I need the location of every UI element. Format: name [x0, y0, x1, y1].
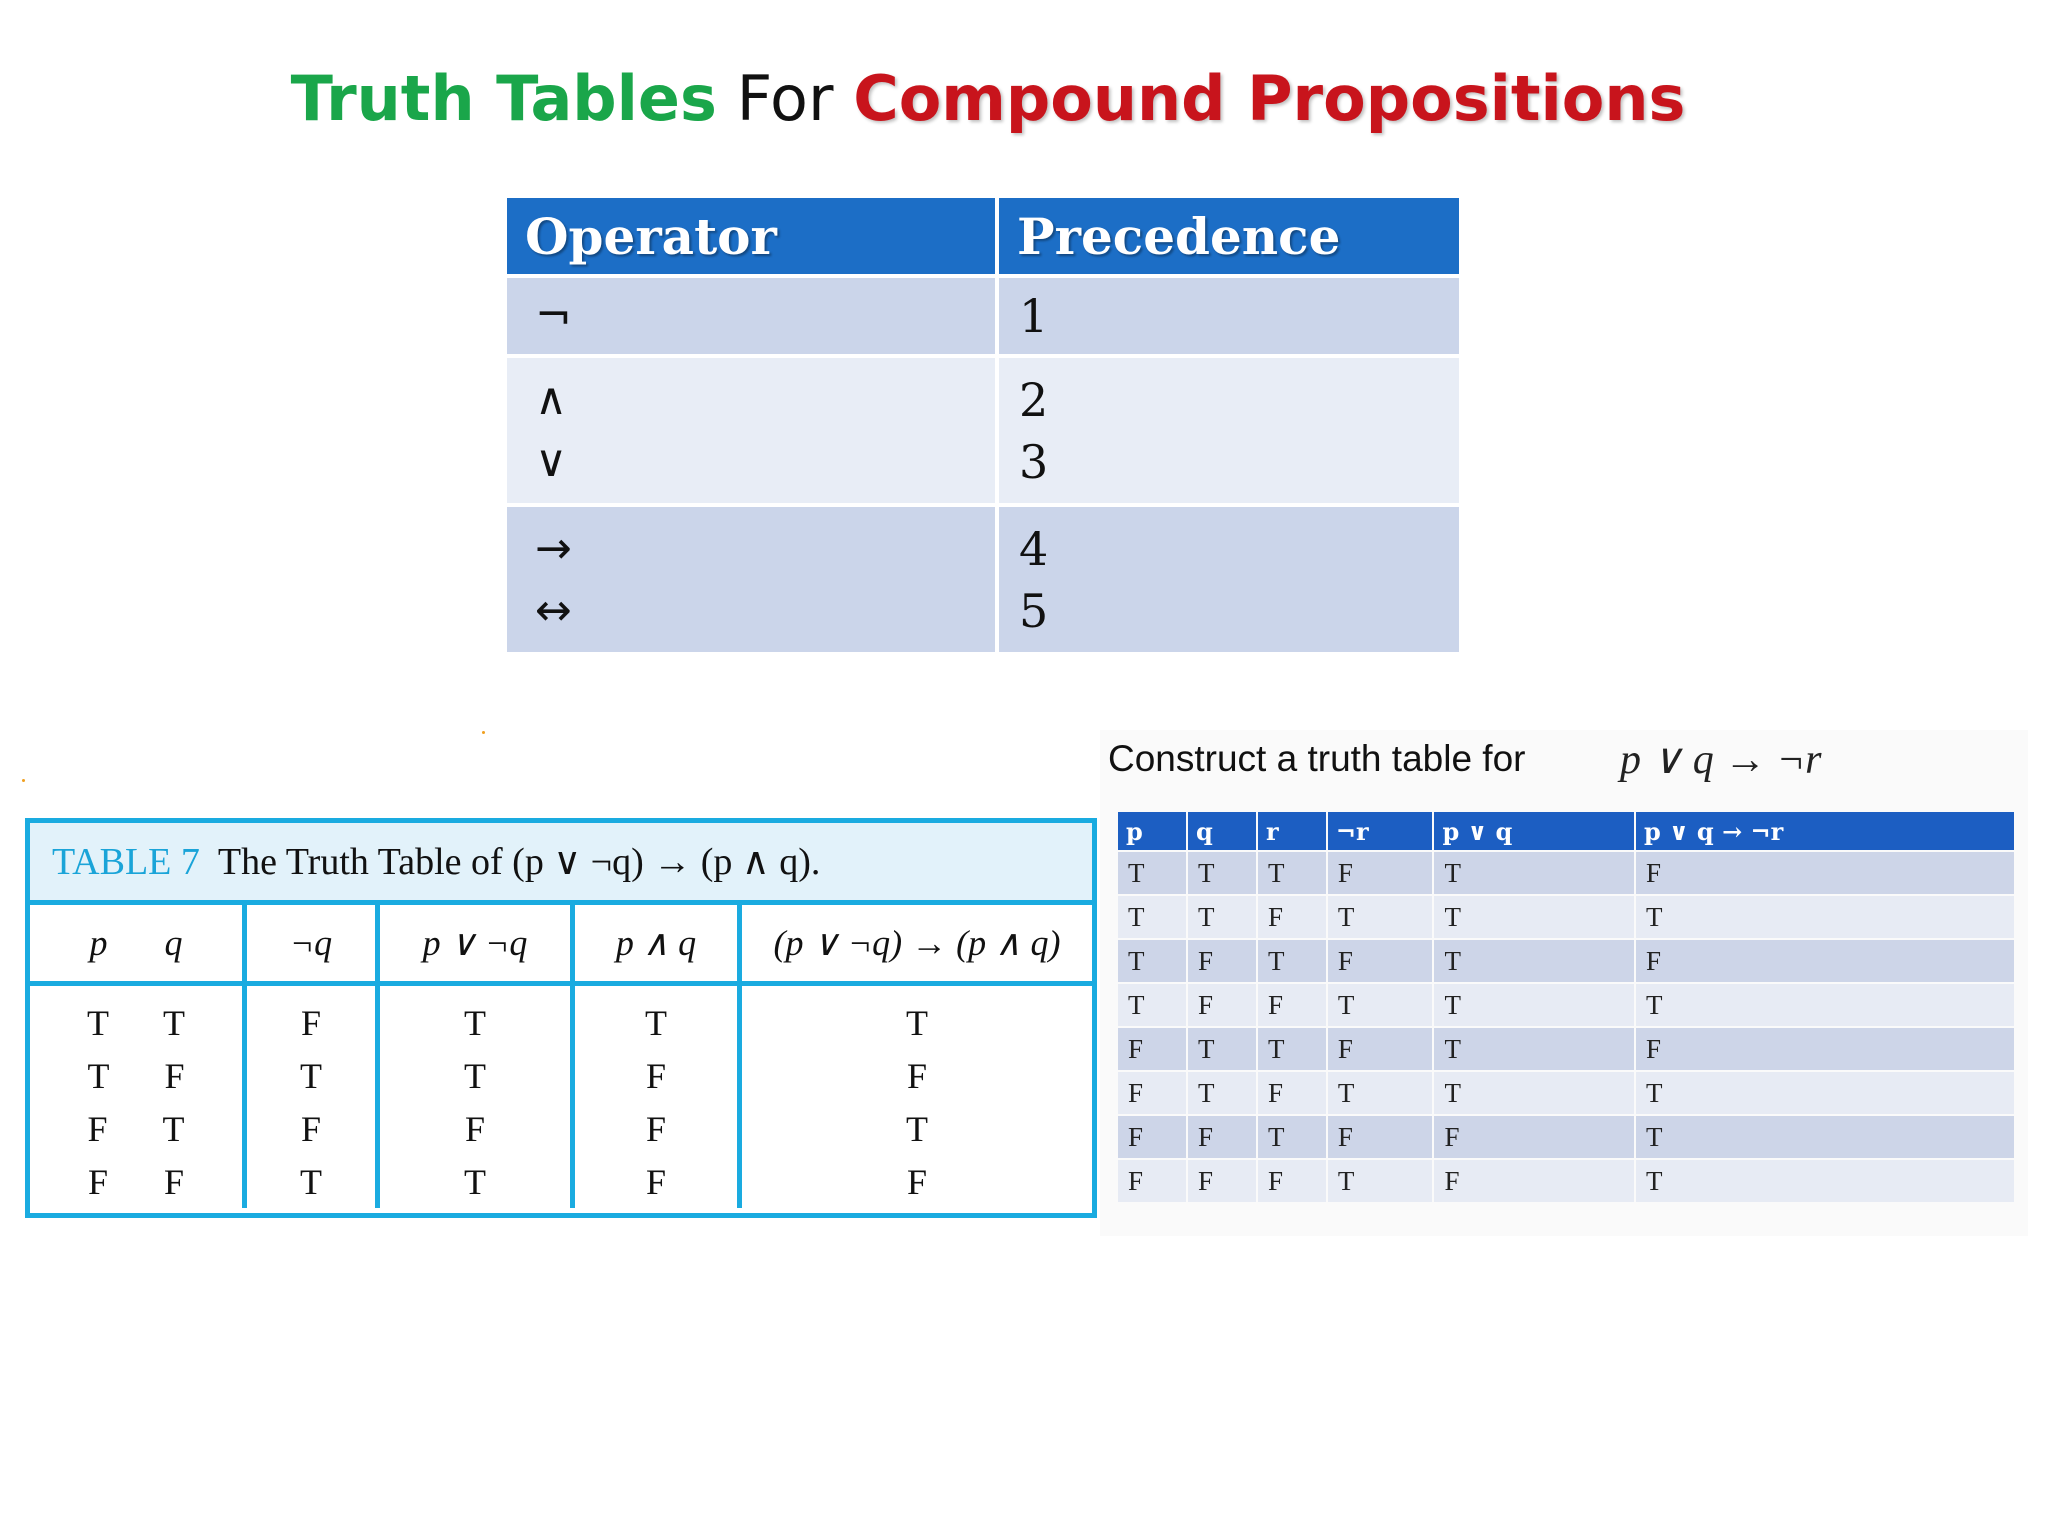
- construct-cell: T: [1636, 1072, 2014, 1114]
- construct-cell: F: [1258, 984, 1326, 1026]
- table7-title: The Truth Table of (p ∨ ¬q) → (p ∧ q).: [217, 841, 821, 883]
- table-row: [30, 984, 1092, 1050]
- table-row: [1118, 852, 2014, 894]
- operator-cell: [507, 278, 995, 354]
- table7-cell-pq: [30, 1155, 245, 1208]
- operator-cell: [507, 358, 995, 503]
- precedence-value: 2: [1019, 372, 1049, 427]
- construct-cell: F: [1188, 1116, 1256, 1158]
- title-part-1: Truth Tables: [290, 62, 717, 135]
- operator-symbol: →: [535, 522, 572, 574]
- table7-cell: T: [573, 984, 740, 1050]
- table7-header: p ∨ ¬q: [378, 905, 573, 984]
- construct-cell: F: [1188, 1160, 1256, 1202]
- construct-cell: F: [1118, 1160, 1186, 1202]
- table-row: [1118, 1116, 2014, 1158]
- construct-cell: T: [1434, 984, 1633, 1026]
- construct-cell: T: [1188, 1028, 1256, 1070]
- table7-header: (p ∨ ¬q) → (p ∧ q): [740, 905, 1093, 984]
- title-part-2: For: [716, 62, 854, 135]
- table7-cell: F: [245, 984, 378, 1050]
- table7-header: p ∧ q: [573, 905, 740, 984]
- table7-cell: F: [573, 1155, 740, 1208]
- precedence-value: 4: [1019, 521, 1049, 576]
- table7-cell: F: [573, 1102, 740, 1155]
- table7-cell: T: [378, 1049, 573, 1102]
- table7-cell: T: [162, 1108, 185, 1149]
- construct-cell: T: [1636, 896, 2014, 938]
- decorative-dot: [22, 779, 25, 782]
- table7-cell: F: [378, 1102, 573, 1155]
- precedence-value: 5: [1019, 583, 1049, 638]
- table7-cell-pq: [30, 1049, 245, 1102]
- table7-grid: [30, 905, 1092, 1208]
- construct-header: q: [1188, 812, 1256, 850]
- table7-label: TABLE 7: [52, 840, 200, 883]
- construct-cell: F: [1188, 940, 1256, 982]
- construct-cell: F: [1434, 1160, 1633, 1202]
- table7-header: ¬q: [245, 905, 378, 984]
- construct-cell: F: [1328, 940, 1433, 982]
- header-operator: Operator: [507, 198, 995, 274]
- construct-cell: T: [1636, 984, 2014, 1026]
- construct-cell: T: [1434, 896, 1633, 938]
- construct-header: p ∨ q → ¬r: [1636, 812, 2014, 850]
- table-row: [1118, 896, 2014, 938]
- table7-cell: F: [245, 1102, 378, 1155]
- construct-cell: F: [1434, 1116, 1633, 1158]
- table7-cell: F: [87, 1161, 109, 1202]
- construct-header: p: [1118, 812, 1186, 850]
- table7-header-p: p: [89, 923, 108, 963]
- construct-cell: F: [1188, 984, 1256, 1026]
- construct-cell: T: [1118, 896, 1186, 938]
- construct-header: ¬r: [1328, 812, 1433, 850]
- construct-cell: T: [1636, 1160, 2014, 1202]
- construct-cell: F: [1118, 1116, 1186, 1158]
- construct-prompt: Construct a truth table for: [1108, 738, 1526, 779]
- construct-cell: F: [1258, 1072, 1326, 1114]
- construct-cell: F: [1118, 1072, 1186, 1114]
- precedence-cell: [999, 358, 1459, 503]
- precedence-row: [507, 358, 1459, 503]
- table7-cell-pq: [30, 984, 245, 1050]
- precedence-table: [503, 194, 1463, 656]
- construct-cell: T: [1636, 1116, 2014, 1158]
- construct-cell: T: [1434, 852, 1633, 894]
- construct-cell: F: [1636, 940, 2014, 982]
- construct-formula: p ∨ q → ¬r: [1620, 737, 1822, 783]
- table7-caption: [30, 823, 1092, 905]
- construct-cell: T: [1188, 896, 1256, 938]
- table7-cell: T: [87, 1055, 110, 1096]
- table7-cell: F: [163, 1161, 185, 1202]
- table-row: [30, 1155, 1092, 1208]
- precedence-cell: [999, 278, 1459, 354]
- construct-cell: T: [1434, 940, 1633, 982]
- table-row: [30, 1049, 1092, 1102]
- table-row: [1118, 940, 2014, 982]
- construct-cell: F: [1328, 852, 1433, 894]
- construct-cell: T: [1258, 1116, 1326, 1158]
- table7-cell: T: [906, 1108, 928, 1149]
- construct-header: r: [1258, 812, 1326, 850]
- construct-grid: [1116, 810, 2016, 1204]
- table7-cell: F: [906, 1161, 928, 1202]
- table7-cell: F: [906, 1055, 928, 1096]
- construct-cell: T: [1434, 1072, 1633, 1114]
- construct-cell: T: [1188, 1072, 1256, 1114]
- precedence-row: [507, 507, 1459, 652]
- operator-symbol: ∨: [535, 435, 568, 487]
- construct-truth-table: [1100, 730, 2028, 1236]
- table7-cell: T: [906, 1002, 928, 1043]
- construct-cell: T: [1118, 852, 1186, 894]
- table7-cell: T: [378, 1155, 573, 1208]
- construct-cell: F: [1328, 1028, 1433, 1070]
- construct-cell: F: [1258, 1160, 1326, 1202]
- table-row: [30, 1102, 1092, 1155]
- header-precedence: Precedence: [999, 198, 1459, 274]
- table7-cell: F: [87, 1108, 108, 1149]
- title-part-3: Compound Propositions: [853, 62, 1686, 135]
- precedence-value: 1: [1019, 289, 1049, 343]
- precedence-row: [507, 278, 1459, 354]
- construct-header: p ∨ q: [1434, 812, 1633, 850]
- table7-cell: T: [163, 1002, 185, 1043]
- table7-cell: T: [245, 1049, 378, 1102]
- table7-cell: T: [378, 984, 573, 1050]
- table7-cell: F: [573, 1049, 740, 1102]
- construct-cell: T: [1258, 852, 1326, 894]
- construct-cell: T: [1328, 984, 1433, 1026]
- construct-cell: T: [1188, 852, 1256, 894]
- table7-cell: F: [164, 1055, 185, 1096]
- table-row: [1118, 984, 2014, 1026]
- construct-cell: F: [1258, 896, 1326, 938]
- precedence-cell: [999, 507, 1459, 652]
- table7-cell-pq: [30, 1102, 245, 1155]
- operator-symbol: ∧: [535, 373, 568, 425]
- table7-header-q: q: [164, 923, 183, 963]
- decorative-dot: [482, 731, 485, 734]
- table7-cell: T: [87, 1002, 109, 1043]
- table-row: [1118, 1028, 2014, 1070]
- table-row: [1118, 1160, 2014, 1202]
- construct-cell: T: [1118, 984, 1186, 1026]
- operator-symbol: ↔: [535, 584, 572, 636]
- construct-cell: T: [1258, 940, 1326, 982]
- construct-cell: F: [1118, 1028, 1186, 1070]
- precedence-value: 3: [1019, 434, 1049, 489]
- table7-cell: T: [245, 1155, 378, 1208]
- construct-cell: T: [1118, 940, 1186, 982]
- operator-cell: [507, 507, 995, 652]
- construct-cell: T: [1328, 1160, 1433, 1202]
- page-title: [0, 62, 1976, 135]
- construct-cell: F: [1636, 852, 2014, 894]
- table-row: [1118, 1072, 2014, 1114]
- construct-cell: F: [1328, 1116, 1433, 1158]
- construct-cell: T: [1434, 1028, 1633, 1070]
- construct-cell: F: [1636, 1028, 2014, 1070]
- table7-header-pq: [30, 905, 245, 984]
- table7: [25, 818, 1097, 1218]
- construct-cell: T: [1328, 896, 1433, 938]
- construct-cell: T: [1258, 1028, 1326, 1070]
- construct-cell: T: [1328, 1072, 1433, 1114]
- operator-symbol: ¬: [535, 290, 572, 341]
